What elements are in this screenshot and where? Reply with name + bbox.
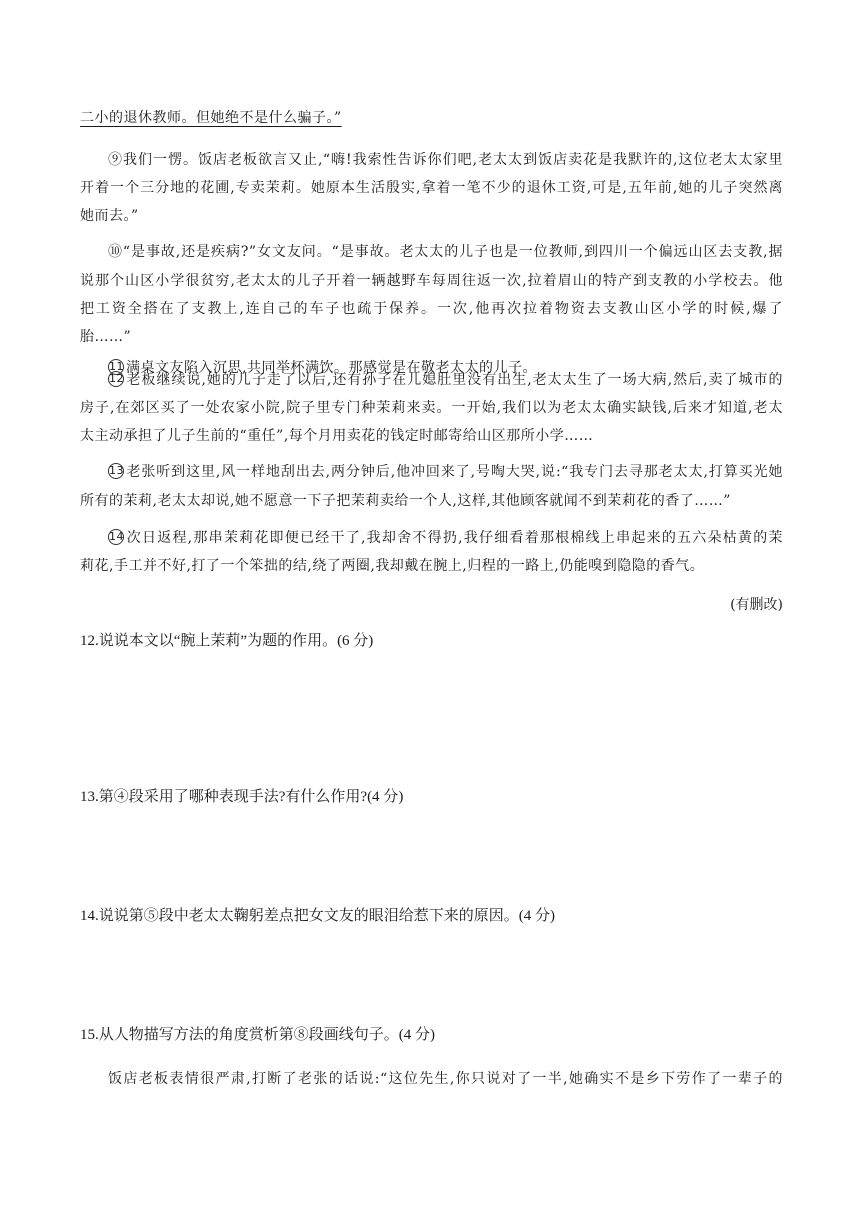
paragraph-14-line-1 [108,528,783,548]
paragraph-9-line-1: ⑨我们一愣。饭店老板欲言又止,“嗨!我索性告诉你们吧,老太太到饭店卖花是我默许的,这位老太太家里 [108,152,783,168]
paragraph-10-line-4: 胎……” [80,329,132,345]
question-15: 15.从人物描写方法的角度赏析第⑧段画线句子。(4 分) [80,1027,435,1043]
document-page [80,0,783,1216]
question-13: 13.第④段采用了哪种表现手法?有什么作用?(4 分) [80,789,404,805]
paragraph-number-12: 12 [109,372,124,385]
paragraph-number-11: 11 [109,360,124,373]
question-14: 14.说说第⑤段中老太太鞠躬差点把女文友的眼泪给惹下来的原因。(4 分) [80,908,555,924]
paragraph-number-14: 14 [109,530,124,543]
paragraph-12-line-1-text: 老板继续说,她的儿子走了以后,还有孙子在儿媳肚里没有出生,老太太生了一场大病,然后,卖了城市的 [126,372,783,388]
paragraph-11-text: 满桌文友陷入沉思,共同举杯满饮。那感觉是在敬老太太的儿子。 [126,360,537,376]
source-note: (有删改) [730,597,783,613]
paragraph-14-line-1-text: 次日返程,那串茉莉花即便已经干了,我却舍不得扔,我仔细看着那根棉线上串起来的五六朵枯黄的茉 [126,530,783,546]
passage-line-final: 饭店老板表情很严肃,打断了老张的话说:“这位先生,你只说对了一半,她确实不是乡下劳作了一辈子的 [108,1071,783,1087]
paragraph-12-line-1 [108,370,783,390]
paragraph-13-line-1-text: 老张听到这里,风一样地刮出去,两分钟后,他冲回来了,号啕大哭,说:“我专门去寻那老太太,打算买光她 [126,464,783,480]
paragraph-10-line-1: ⑩“是事故,还是疾病?”女文友问。“是事故。老太太的儿子也是一位教师,到四川一个偏远山区去支教,据 [108,244,783,260]
paragraph-9-line-2: 开着一个三分地的花圃,专卖茉莉。她原本生活殷实,拿着一笔不少的退休工资,可是,五年前,她的儿子突然离 [80,180,783,196]
paragraph-12-line-2: 房子,在郊区买了一处农家小院,院子里专门种茉莉来卖。一开始,我们以为老太太确实缺钱,后来才知道,老太 [80,400,783,416]
paragraph-10-line-2: 说那个山区小学很贫穷,老太太的儿子开着一辆越野车每周往返一次,拉着眉山的特产到支教的小学校去。他 [80,273,783,289]
paragraph-12-line-3: 太主动承担了儿子生前的“重任”,每个月用卖花的钱定时邮寄给山区那所小学…… [80,428,594,444]
paragraph-9-line-3: 她而去。” [80,208,139,224]
question-12: 12.说说本文以“腕上茉莉”为题的作用。(6 分) [80,633,374,649]
paragraph-14-line-2: 莉花,手工并不好,打了一个笨拙的结,绕了两圈,我却戴在腕上,归程的一路上,仍能嗅到隐隐的香气。 [80,558,705,574]
paragraph-13-line-2: 所有的茉莉,老太太却说,她不愿意一下子把茉莉卖给一个人,这样,其他顾客就闻不到茉莉花的香了……” [80,493,731,509]
underlined-sentence: 二小的退休教师。但她绝不是什么骗子。” [80,110,342,126]
paragraph-13-line-1 [108,462,783,482]
paragraph-10-line-3: 把工资全搭在了支教上,连自己的车子也疏于保养。一次,他再次拉着物资去支教山区小学的时候,爆了 [80,301,783,317]
paragraph-number-13: 13 [109,464,124,477]
